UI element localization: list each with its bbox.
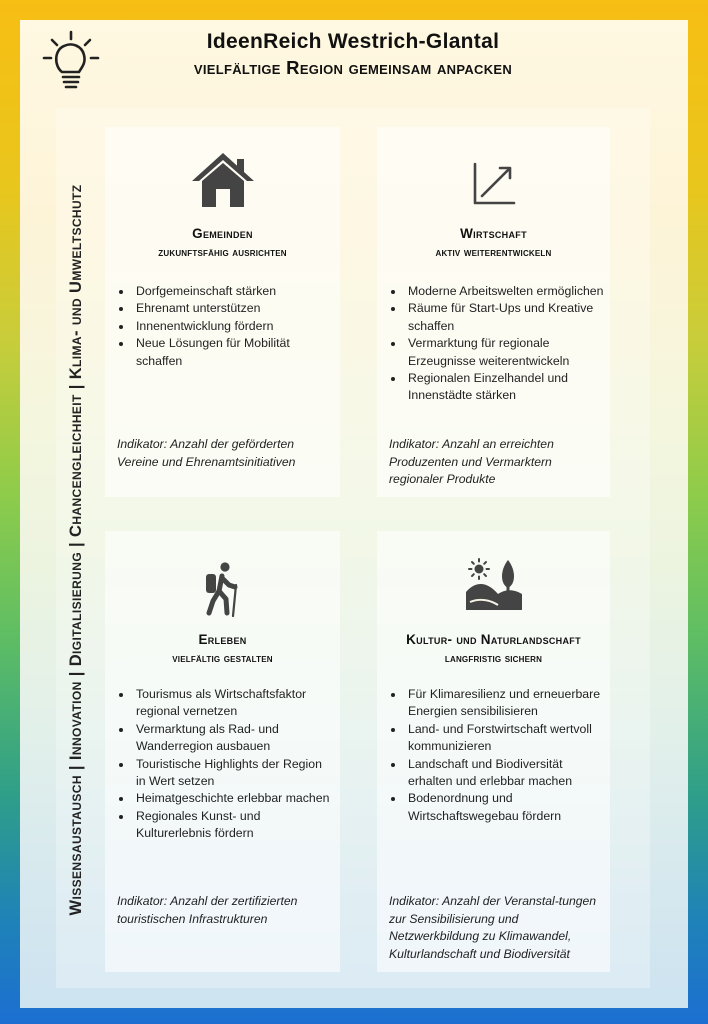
- list-item: • Vermarktung als Rad- und Wanderregion ausbauen: [133, 721, 334, 756]
- indicator-text: Indikator: Anzahl der Veranstal-tungen zur Sensibilisierung und Netzwerkbildung zu Klimawandel, Kulturlandschaft und Biodiversität: [389, 894, 597, 961]
- card-erleben: [105, 531, 340, 972]
- bullet-list: [117, 283, 334, 370]
- bullet-list: [389, 686, 604, 825]
- indicator-text: Indikator: Anzahl der zertifizierten touristischen Infrastrukturen: [117, 894, 298, 926]
- card-subtitle: aktiv weiterentwickeln: [435, 246, 552, 259]
- side-themes-text: Wissensaustausch | Innovation | Digitalisierung | Chancengleichheit | Klima- und Umweltschutz: [67, 184, 85, 916]
- list-item: • Räume für Start-Ups und Kreative schaffen: [405, 300, 604, 335]
- landscape-icon: [464, 558, 524, 614]
- growth-chart-icon: [471, 161, 517, 207]
- house-icon: [190, 151, 256, 209]
- card-subtitle: vielfältig gestalten: [172, 652, 273, 665]
- list-item: • Tourismus als Wirtschaftsfaktor regional vernetzen: [133, 686, 334, 721]
- list-item: • Land- und Forstwirtschaft wertvoll kommunizieren: [405, 721, 604, 756]
- card-title: Kultur- und Naturlandschaft: [406, 632, 581, 647]
- list-item: • Dorfgemeinschaft stärken: [133, 283, 334, 300]
- hiker-icon: [203, 561, 243, 617]
- bullet-list: [117, 686, 334, 843]
- card-kultur-naturlandschaft: [377, 531, 610, 972]
- list-item: • Heimatgeschichte erlebbar machen: [133, 790, 334, 807]
- lightbulb-icon: [42, 30, 100, 94]
- card-subtitle: langfristig sichern: [444, 652, 543, 665]
- list-item: • Ehrenamt unterstützen: [133, 300, 334, 317]
- card-title: Erleben: [198, 632, 247, 647]
- indicator-text: Indikator: Anzahl der geförderten Vereine und Ehrenamtsinitiativen: [117, 437, 296, 469]
- bullet-list: [389, 283, 604, 405]
- list-item: • Regionales Kunst- und Kulturerlebnis fördern: [133, 808, 334, 843]
- list-item: • Innenentwicklung fördern: [133, 318, 334, 335]
- indicator-text: Indikator: Anzahl an erreichten Produzenten und Vermarktern regionaler Produkte: [389, 437, 554, 487]
- title-line-1: IdeenReich Westrich-Glantal: [206, 30, 500, 53]
- list-item: • Landschaft und Biodiversität erhalten und erlebbar machen: [405, 756, 604, 791]
- title-line-2: vielfältige Region gemeinsam anpacken: [193, 57, 513, 79]
- list-item: • Für Klimaresilienz und erneuerbare Energien sensibilisieren: [405, 686, 604, 721]
- list-item: • Vermarktung für regionale Erzeugnisse weiterentwickeln: [405, 335, 604, 370]
- card-subtitle: zukunftsfähig ausrichten: [158, 246, 287, 259]
- card-title: Wirtschaft: [460, 226, 527, 241]
- list-item: • Regionalen Einzelhandel und Innenstädte stärken: [405, 370, 604, 405]
- list-item: • Neue Lösungen für Mobilität schaffen: [133, 335, 334, 370]
- list-item: • Moderne Arbeitswelten ermöglichen: [405, 283, 604, 300]
- list-item: • Touristische Highlights der Region in Wert setzen: [133, 756, 334, 791]
- card-title: Gemeinden: [192, 226, 253, 241]
- page-title: [108, 28, 598, 81]
- card-gemeinden: [105, 127, 340, 497]
- card-wirtschaft: [377, 127, 610, 497]
- list-item: • Bodenordnung und Wirtschaftswegebau fördern: [405, 790, 604, 825]
